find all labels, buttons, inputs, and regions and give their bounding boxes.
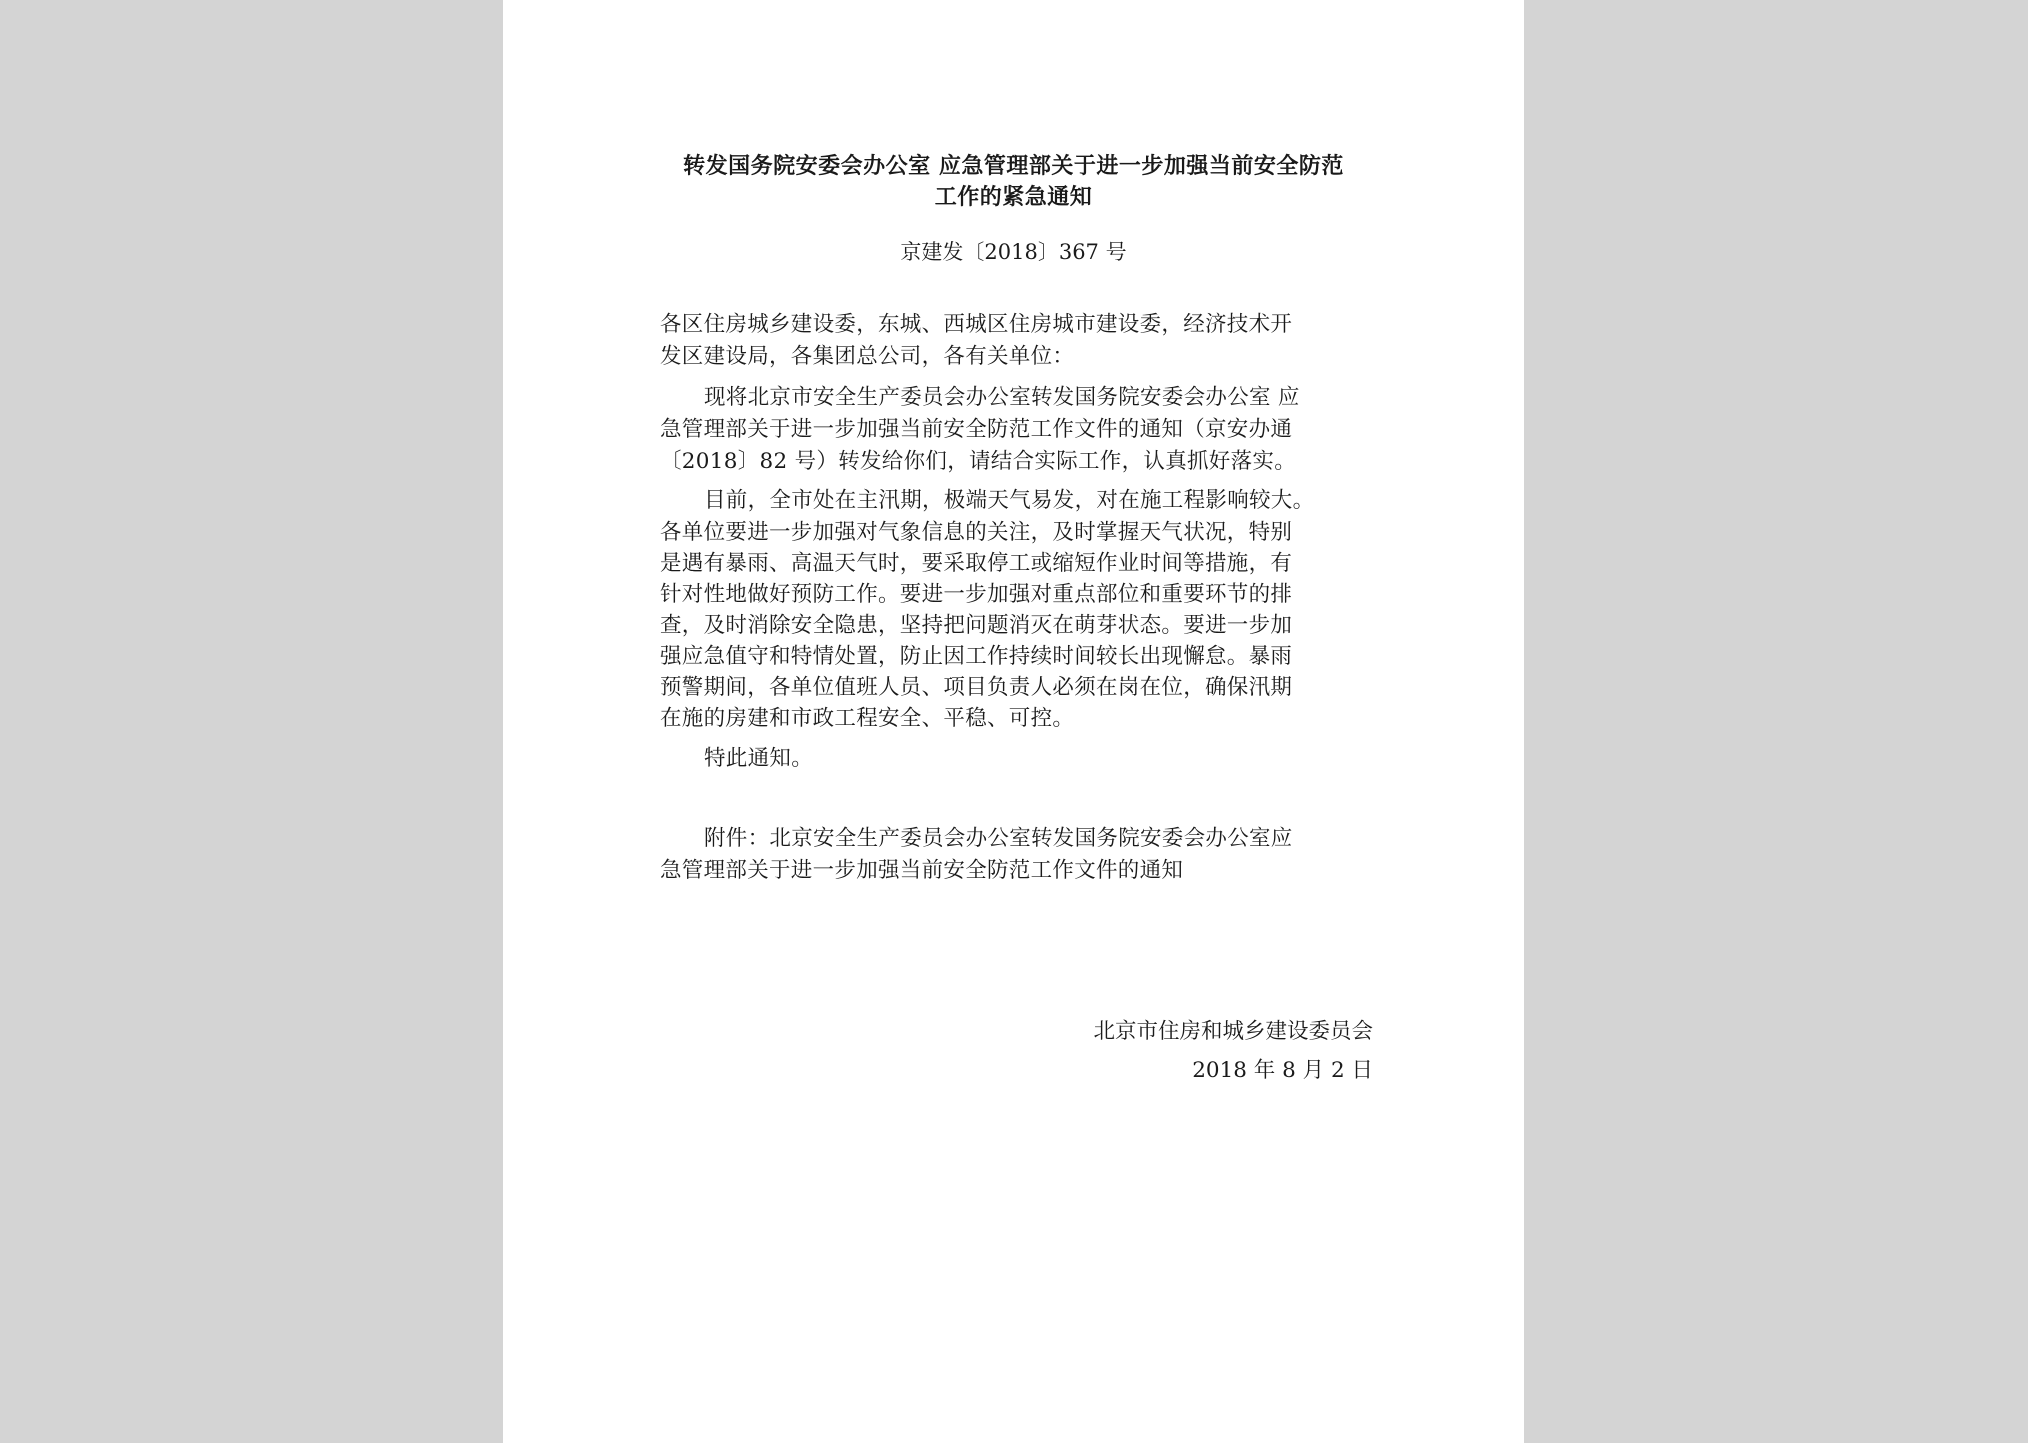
addressee-line: 各区住房城乡建设委，东城、西城区住房城市建设委，经济技术开: [660, 312, 1293, 337]
paragraph-2-line: 目前，全市处在主汛期，极端天气易发，对在施工程影响较大。: [704, 488, 1315, 513]
paragraph-1-line: 现将北京市安全生产委员会办公室转发国务院安委会办公室 应: [704, 385, 1300, 410]
paragraph-2-line: 预警期间，各单位值班人员、项目负责人必须在岗在位，确保汛期: [660, 675, 1293, 700]
document-title-line-1: 转发国务院安委会办公室 应急管理部关于进一步加强当前安全防范: [683, 154, 1344, 179]
document-number: 京建发〔2018〕367 号: [900, 240, 1127, 264]
addressee-line: 发区建设局，各集团总公司，各有关单位：: [660, 344, 1075, 369]
paragraph-2-line: 各单位要进一步加强对气象信息的关注，及时掌握天气状况，特别: [660, 520, 1293, 545]
closing-text: 特此通知。: [704, 746, 814, 771]
paragraph-1-line: 急管理部关于进一步加强当前安全防范工作文件的通知（京安办通: [660, 417, 1293, 442]
signature-organization: 北京市住房和城乡建设委员会: [1093, 1019, 1373, 1044]
attachment-line: 附件：北京安全生产委员会办公室转发国务院安委会办公室应: [704, 826, 1293, 851]
document-page: [503, 0, 1524, 1443]
paragraph-2-line: 在施的房建和市政工程安全、平稳、可控。: [660, 706, 1075, 731]
attachment-line: 急管理部关于进一步加强当前安全防范工作文件的通知: [660, 858, 1184, 883]
paragraph-2-line: 强应急值守和特情处置，防止因工作持续时间较长出现懈怠。暴雨: [660, 644, 1293, 669]
signature-date: 2018 年 8 月 2 日: [1192, 1058, 1373, 1083]
document-title-line-2: 工作的紧急通知: [934, 185, 1093, 210]
paragraph-1-line: 〔2018〕82 号）转发给你们，请结合实际工作，认真抓好落实。: [660, 449, 1297, 474]
paragraph-2-line: 查，及时消除安全隐患，坚持把问题消灭在萌芽状态。要进一步加: [660, 613, 1293, 638]
paragraph-2-line: 是遇有暴雨、高温天气时，要采取停工或缩短作业时间等措施，有: [660, 551, 1293, 576]
paragraph-2-line: 针对性地做好预防工作。要进一步加强对重点部位和重要环节的排: [660, 582, 1293, 607]
